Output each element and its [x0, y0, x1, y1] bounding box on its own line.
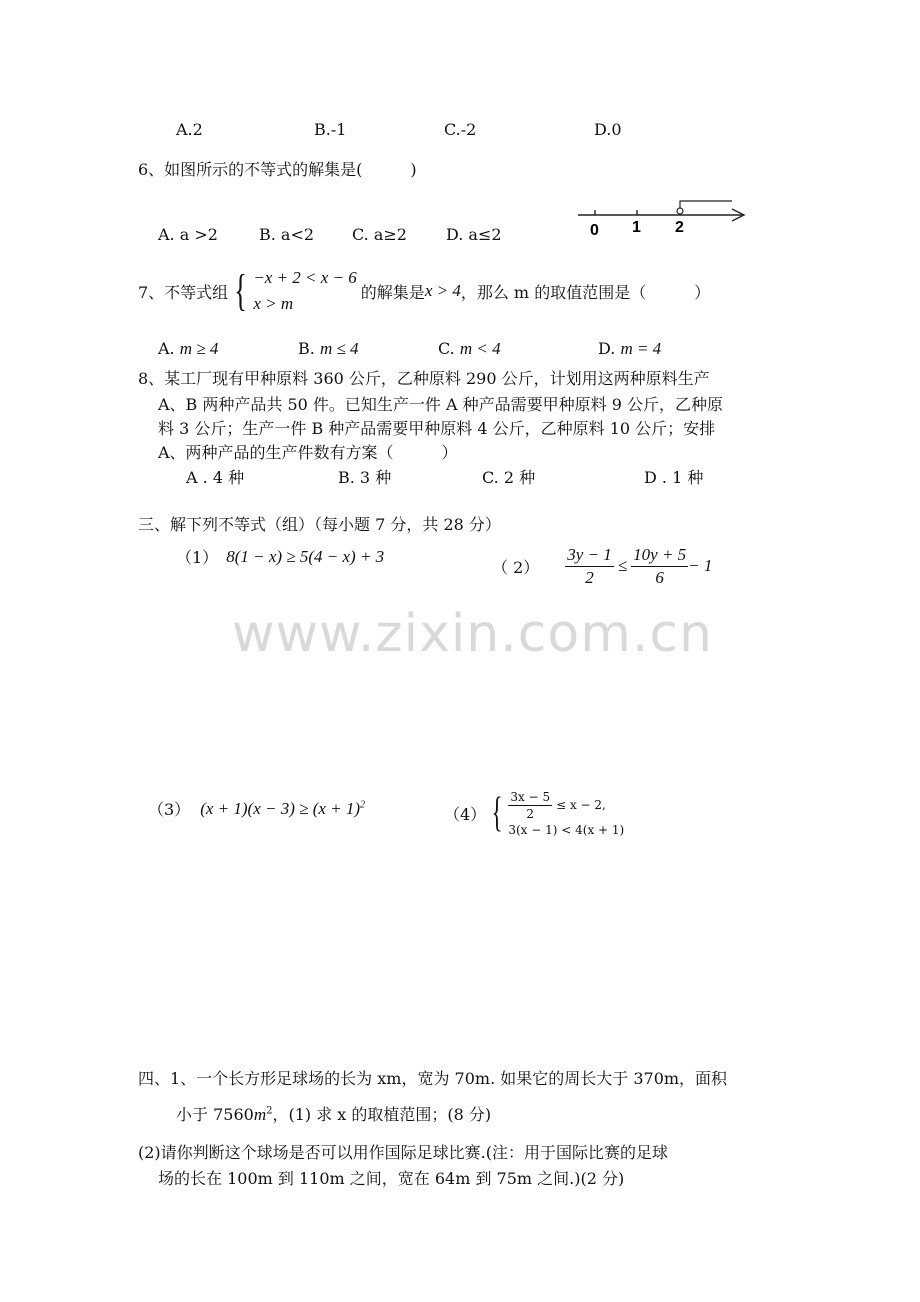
- tick-label-1: 1: [632, 219, 641, 236]
- problem-2-numerator-left: 3y − 1: [565, 545, 614, 567]
- problem-4-fraction: [508, 790, 552, 821]
- q8-option-c: C. 2 种: [482, 468, 536, 487]
- q7-option-b: B. m ≤ 4: [298, 339, 359, 358]
- q5-option-a: A.2: [176, 120, 203, 139]
- q5-option-c: C.-2: [444, 120, 477, 139]
- q6-option-b: B. a<2: [259, 225, 315, 244]
- q8-line1: 8、某工厂现有甲种原料 360 公斤，乙种原料 290 公斤，计划用这两种原料生产: [138, 369, 710, 388]
- q6-option-d: D. a≤2: [446, 225, 502, 244]
- problem-3-label: （3）: [148, 800, 191, 819]
- q8-option-a: A . 4 种: [186, 468, 245, 487]
- q7-system-line2: x > m: [253, 294, 294, 313]
- problem-2-tail: − 1: [688, 556, 713, 575]
- problem-4-label: （4）: [444, 804, 487, 824]
- q8-option-b: B. 3 种: [338, 468, 392, 487]
- number-line-figure: [570, 190, 760, 242]
- problem-4-system-line1: [508, 790, 624, 821]
- problem-2-label: （ 2）: [492, 557, 540, 577]
- problem-4-rest: ≤ x − 2,: [556, 798, 606, 812]
- problem-2-denominator-right: 6: [655, 567, 664, 587]
- section4-line1: 四、1、一个长方形足球场的长为 xm，宽为 70m. 如果它的周长大于 370m，面积: [138, 1069, 728, 1088]
- problem-4-system-line2: 3(x − 1) < 4(x + 1): [508, 822, 625, 837]
- solution-ray: [680, 201, 732, 211]
- section4-line2: 小于 $7560m^2$，(1) 求 x 的取植范围；(8 分): [176, 1105, 492, 1124]
- problem-2: [492, 538, 712, 594]
- q7-mid: 的解集是: [360, 282, 425, 302]
- q7-brace: {: [234, 266, 248, 315]
- problem-2-fraction-left: [565, 545, 614, 588]
- q7-option-d: D. m = 4: [598, 339, 662, 358]
- q7-suffix: ，那么 m 的取值范围是（ ）: [460, 282, 711, 302]
- q6-stem: 6、如图所示的不等式的解集是( ): [138, 160, 417, 179]
- q7-stem: [138, 262, 710, 320]
- problem-3-expression: $(x + 1)(x - 3) \ge (x + 1)^2$: [200, 798, 366, 818]
- problem-3: [148, 797, 365, 820]
- q8-line3: 料 3 公斤；生产一件 B 种产品需要甲种原料 4 公斤，乙种原料 10 公斤；安排: [158, 419, 716, 438]
- problem-1-label: （1）: [176, 548, 219, 567]
- section4-line3: (2)请你判断这个球场是否可以用作国际足球比赛.(注：用于国际比赛的足球: [138, 1143, 668, 1162]
- problem-4-system: [508, 790, 624, 837]
- problem-4-numerator: 3x − 5: [510, 789, 551, 804]
- open-endpoint: [677, 208, 683, 214]
- q7-prefix: 7、不等式组: [138, 282, 229, 302]
- q6-option-c: C. a≥2: [352, 225, 407, 244]
- problem-2-leq-sign: ≤: [617, 556, 628, 575]
- tick-label-0: 0: [590, 222, 599, 239]
- problem-4: [444, 783, 624, 843]
- problem-4-brace: {: [491, 790, 503, 836]
- q5-option-d: D.0: [594, 120, 622, 139]
- q8-option-d: D . 1 种: [644, 468, 704, 487]
- problem-2-denominator-left: 2: [585, 567, 594, 587]
- section3-title: 三、解下列不等式（组）（每小题 7 分，共 28 分）: [138, 515, 501, 534]
- problem-4-denominator: 2: [526, 806, 535, 821]
- q7-option-a: A. m ≥ 4: [158, 339, 219, 358]
- q7-system: [253, 265, 356, 317]
- watermark-text: www.zixin.com.cn: [232, 604, 713, 664]
- problem-2-fraction-right: [631, 545, 688, 588]
- q6-option-a: A. a >2: [158, 225, 218, 244]
- q7-condition: x > 4: [424, 281, 461, 300]
- tick-label-2: 2: [675, 219, 684, 236]
- q8-line4: A、两种产品的生产件数有方案（ ）: [158, 443, 458, 462]
- area-unit: m: [253, 1105, 267, 1124]
- problem-2-numerator-right: 10y + 5: [631, 545, 688, 567]
- q5-option-b: B.-1: [314, 120, 347, 139]
- problem-1-expression: 8(1 − x) ≥ 5(4 − x) + 3: [226, 546, 385, 566]
- section4-line4: 场的长在 100m 到 110m 之间，宽在 64m 到 75m 之间.)(2 分): [158, 1169, 625, 1188]
- q7-system-line1: −x + 2 < x − 6: [253, 268, 357, 287]
- q8-line2: A、B 两种产品共 50 件。已知生产一件 A 种产品需要甲种原料 9 公斤，乙种原: [158, 395, 724, 414]
- problem-1: [176, 545, 384, 568]
- q7-option-c: C. m < 4: [438, 339, 501, 358]
